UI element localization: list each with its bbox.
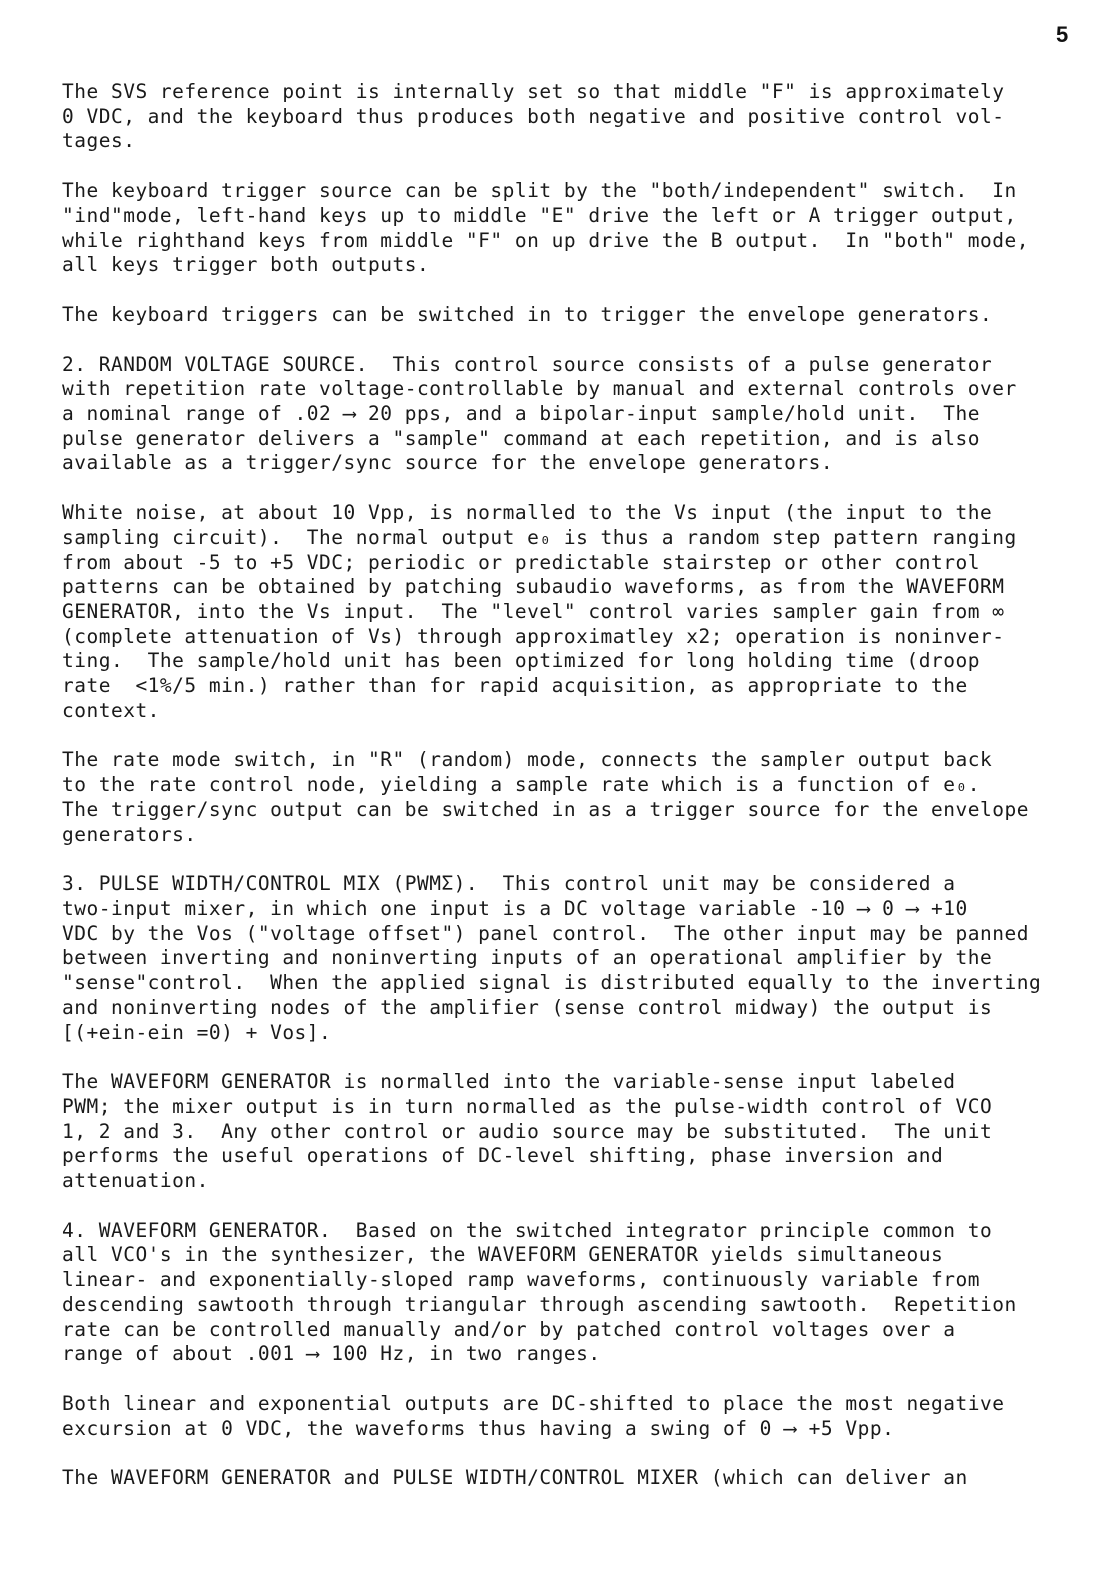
text-line: 3. PULSE WIDTH/CONTROL MIX (PWMΣ). This control unit may be considered a — [62, 872, 956, 896]
paragraph — [62, 1219, 1072, 1367]
text-line: The keyboard triggers can be switched in to trigger the envelope generators. — [62, 302, 993, 326]
paragraph — [62, 353, 1072, 477]
text-line: 1, 2 and 3. Any other control or audio source may be substituted. The unit — [62, 1119, 993, 1143]
text-line: rate <1%/5 min.) rather than for rapid acquisition, as appropriate to the — [62, 674, 968, 698]
text-line: to the rate control node, yielding a sample rate which is a function of e₀. — [62, 773, 980, 797]
text-line: The SVS reference point is internally set so that middle "F" is approximately — [62, 80, 1005, 103]
text-line: tages. — [62, 129, 136, 153]
text-line: all keys trigger both outputs. — [62, 253, 430, 277]
text-line: rate can be controlled manually and/or by patched control voltages over a — [62, 1317, 956, 1341]
text-line: "ind"mode, left-hand keys up to middle "E" drive the left or A trigger output, — [62, 203, 1017, 227]
text-line: VDC by the Vos ("voltage offset") panel control. The other input may be panned — [62, 921, 1029, 945]
text-line: from about -5 to +5 VDC; periodic or predictable stairstep or other control — [62, 550, 980, 574]
document-body — [62, 80, 1072, 1516]
text-line: context. — [62, 698, 160, 722]
text-line: generators. — [62, 822, 197, 846]
text-line: all VCO's in the synthesizer, the WAVEFORM GENERATOR yields simultaneous — [62, 1243, 944, 1267]
text-line: White noise, at about 10 Vpp, is normalled to the Vs input (the input to the — [62, 501, 993, 525]
paragraph — [62, 748, 1072, 847]
text-line: "sense"control. When the applied signal is distributed equally to the inverting — [62, 971, 1042, 995]
paragraph — [62, 303, 1072, 328]
text-line: 0 VDC, and the keyboard thus produces both negative and positive control vol- — [62, 104, 1005, 128]
text-line: descending sawtooth through triangular through ascending sawtooth. Repetition — [62, 1292, 1017, 1316]
text-line: (complete attenuation of Vs) through approximatley x2; operation is noninver- — [62, 624, 1005, 648]
text-line: pulse generator delivers a "sample" command at each repetition, and is also — [62, 426, 980, 450]
text-line: excursion at 0 VDC, the waveforms thus having a swing of 0 ⟶ +5 Vpp. — [62, 1416, 895, 1440]
text-line: and noninverting nodes of the amplifier (sense control midway) the output is — [62, 995, 993, 1019]
text-line: available as a trigger/sync source for the envelope generators. — [62, 451, 834, 475]
text-line: The rate mode switch, in "R" (random) mode, connects the sampler output back — [62, 748, 993, 772]
text-line: The WAVEFORM GENERATOR is normalled into the variable-sense input labeled — [62, 1070, 956, 1094]
text-line: linear- and exponentially-sloped ramp waveforms, continuously variable from — [62, 1268, 980, 1292]
text-line: performs the useful operations of DC-level shifting, phase inversion and — [62, 1144, 944, 1168]
text-line: The WAVEFORM GENERATOR and PULSE WIDTH/CONTROL MIXER (which can deliver an — [62, 1466, 968, 1490]
text-line: The trigger/sync output can be switched in as a trigger source for the envelope — [62, 797, 1029, 821]
text-line: 4. WAVEFORM GENERATOR. Based on the switched integrator principle common to — [62, 1218, 993, 1242]
paragraph — [62, 1070, 1072, 1194]
page-number: 5 — [1056, 22, 1069, 47]
text-line: The keyboard trigger source can be split by the "both/independent" switch. In — [62, 179, 1017, 203]
text-line: PWM; the mixer output is in turn normalled as the pulse-width control of VCO — [62, 1094, 993, 1118]
text-line: [(+ein-ein =0) + Vos]. — [62, 1020, 332, 1044]
text-line: attenuation. — [62, 1169, 209, 1193]
text-line: with repetition rate voltage-controllable by manual and external controls over — [62, 377, 1017, 401]
paragraph — [62, 179, 1072, 278]
text-line: two-input mixer, in which one input is a DC voltage variable -10 ⟶ 0 ⟶ +10 — [62, 896, 968, 920]
text-line: Both linear and exponential outputs are DC-shifted to place the most negative — [62, 1391, 1005, 1415]
text-line: patterns can be obtained by patching subaudio waveforms, as from the WAVEFORM — [62, 575, 1005, 599]
text-line: ting. The sample/hold unit has been optimized for long holding time (droop — [62, 649, 980, 673]
text-line: sampling circuit). The normal output e₀ is thus a random step pattern ranging — [62, 525, 1017, 549]
text-line: a nominal range of .02 ⟶ 20 pps, and a bipolar-input sample/hold unit. The — [62, 402, 980, 426]
text-line: range of about .001 ⟶ 100 Hz, in two ranges. — [62, 1342, 601, 1366]
text-line: GENERATOR, into the Vs input. The "level" control varies sampler gain from ∞ — [62, 599, 1005, 623]
text-line: while righthand keys from middle "F" on up drive the B output. In "both" mode, — [62, 228, 1029, 252]
paragraph — [62, 872, 1072, 1045]
paragraph — [62, 80, 1072, 154]
text-line: 2. RANDOM VOLTAGE SOURCE. This control source consists of a pulse generator — [62, 352, 993, 376]
text-line: between inverting and noninverting inputs of an operational amplifier by the — [62, 946, 993, 970]
paragraph — [62, 1466, 1072, 1491]
paragraph — [62, 1392, 1072, 1441]
paragraph — [62, 501, 1072, 723]
